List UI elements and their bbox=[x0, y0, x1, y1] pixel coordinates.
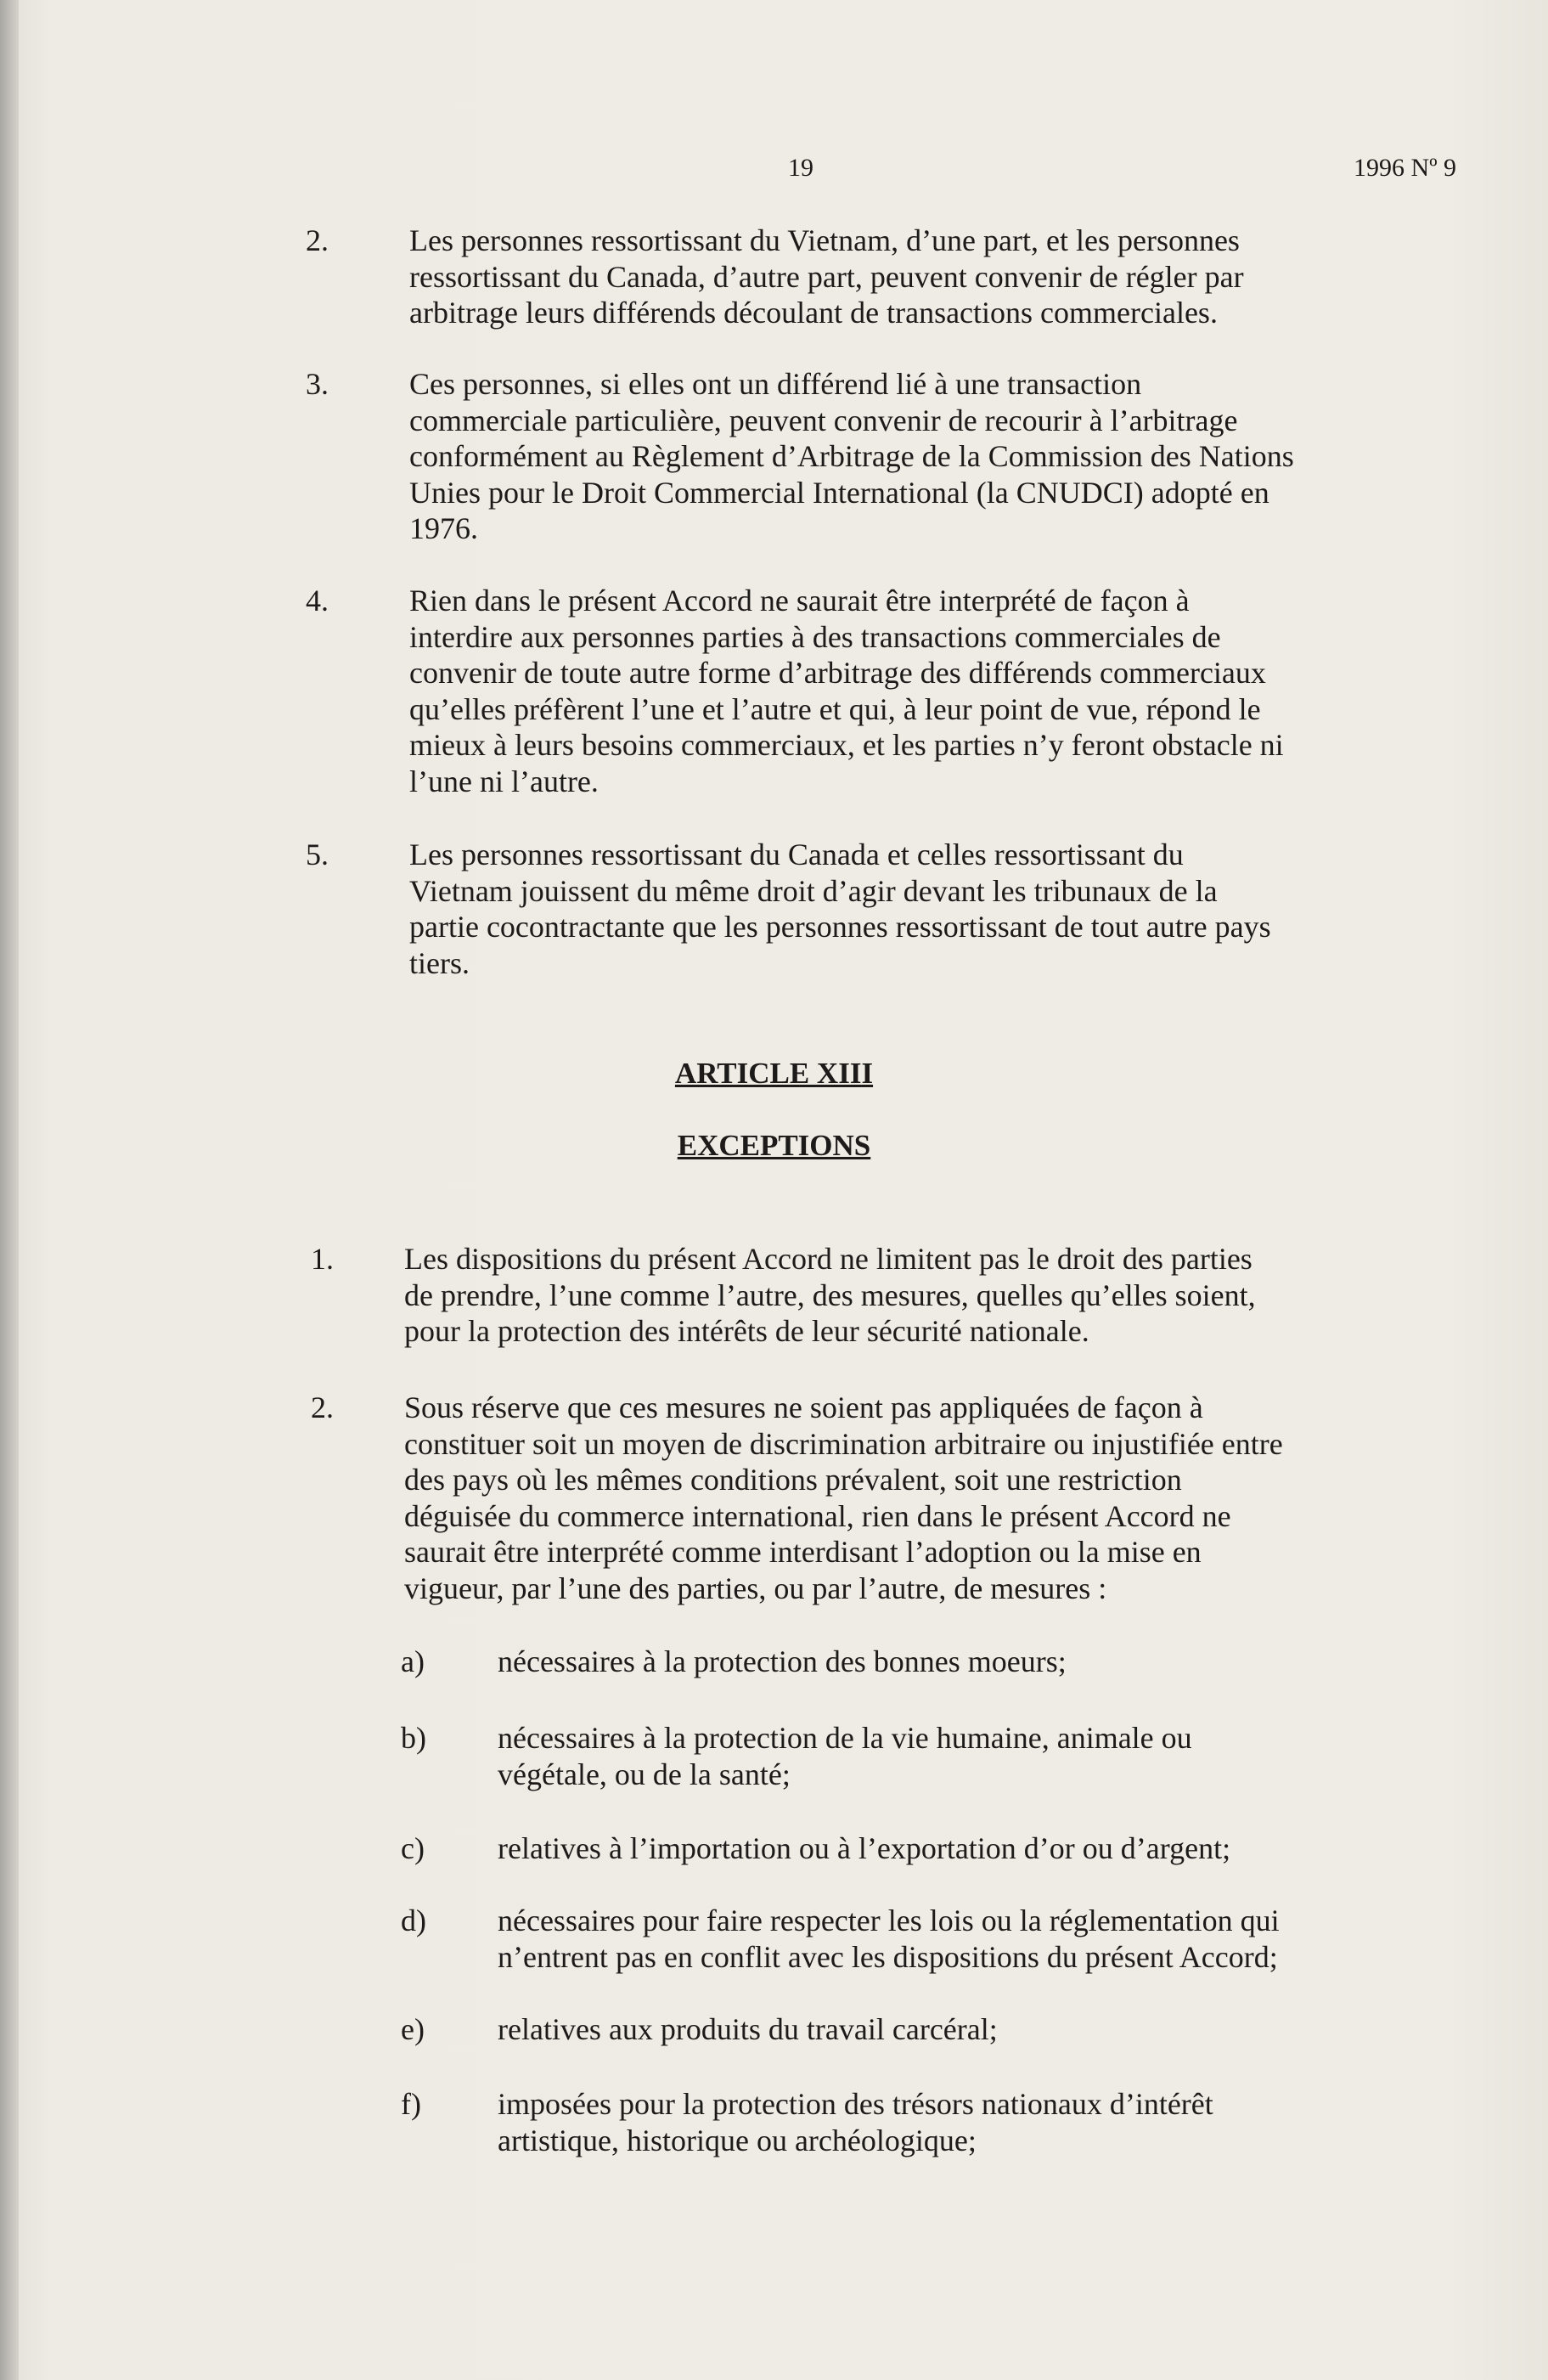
item-text bbox=[498, 2086, 1347, 2158]
section-title: EXCEPTIONS bbox=[677, 1129, 871, 1162]
text-line: qu’elles préfèrent l’une et l’autre et qui, à leur point de vue, répond le bbox=[409, 691, 1261, 726]
item-text bbox=[498, 1644, 1347, 1680]
text-line: imposées pour la protection des trésors nationaux d’intérêt bbox=[498, 2087, 1213, 2121]
text-line: artistique, historique ou archéologique; bbox=[498, 2123, 977, 2157]
text-line: nécessaires pour faire respecter les lois ou la réglementation qui bbox=[498, 1903, 1280, 1937]
item-label: d) bbox=[401, 1903, 426, 1937]
paragraph-number: 2. bbox=[306, 223, 329, 257]
text-line: pour la protection des intérêts de leur sécurité nationale. bbox=[404, 1314, 1089, 1348]
page-number: 19 bbox=[788, 154, 813, 182]
paragraph-number: 4. bbox=[306, 584, 329, 618]
paragraph-text bbox=[409, 366, 1331, 547]
text-line: relatives aux produits du travail carcéral; bbox=[498, 2012, 998, 2046]
article-title: ARTICLE XIII bbox=[674, 1057, 874, 1090]
text-line: 1976. bbox=[409, 511, 478, 545]
text-line: Les personnes ressortissant du Canada et celles ressortissant du bbox=[409, 838, 1184, 871]
text-line: partie cocontractante que les personnes ressortissant de tout autre pays bbox=[409, 910, 1271, 944]
text-line: déguisée du commerce international, rien dans le présent Accord ne bbox=[404, 1498, 1231, 1533]
text-line: vigueur, par l’une des parties, ou par l’autre, de mesures : bbox=[404, 1571, 1107, 1605]
paragraph-text bbox=[404, 1241, 1326, 1350]
item-text bbox=[498, 2011, 1347, 2048]
item-label: c) bbox=[401, 1831, 425, 1865]
paragraph-number: 1. bbox=[311, 1242, 334, 1276]
text-line: Ces personnes, si elles ont un différend lié à une transaction bbox=[409, 367, 1142, 401]
item-label: f) bbox=[401, 2087, 421, 2121]
paragraph-text bbox=[409, 223, 1331, 331]
text-line: interdire aux personnes parties à des transactions commerciales de bbox=[409, 619, 1221, 654]
text-line: tiers. bbox=[409, 945, 470, 980]
text-line: l’une ni l’autre. bbox=[409, 764, 599, 798]
item-label: b) bbox=[401, 1721, 426, 1755]
text-line: ressortissant du Canada, d’autre part, peuvent convenir de régler par bbox=[409, 259, 1244, 294]
paragraph-number: 5. bbox=[306, 838, 329, 871]
paragraph-text bbox=[409, 583, 1331, 799]
text-line: mieux à leurs besoins commerciaux, et les parties n’y feront obstacle ni bbox=[409, 728, 1284, 762]
text-line: de prendre, l’une comme l’autre, des mesures, quelles qu’elles soient, bbox=[404, 1277, 1256, 1312]
item-label: e) bbox=[401, 2012, 425, 2046]
text-line: Les dispositions du présent Accord ne limitent pas le droit des parties bbox=[404, 1242, 1252, 1276]
text-line: relatives à l’importation ou à l’exportation d’or ou d’argent; bbox=[498, 1831, 1231, 1865]
text-line: nécessaires à la protection des bonnes moeurs; bbox=[498, 1644, 1067, 1678]
text-line: commerciale particulière, peuvent convenir de recourir à l’arbitrage bbox=[409, 403, 1238, 437]
document-reference: 1996 Nº 9 bbox=[1354, 154, 1456, 182]
paragraph-text bbox=[404, 1390, 1326, 1606]
text-line: Rien dans le présent Accord ne saurait être interprété de façon à bbox=[409, 584, 1190, 618]
paragraph-number: 2. bbox=[311, 1390, 334, 1424]
text-line: convenir de toute autre forme d’arbitrage des différends commerciaux bbox=[409, 656, 1266, 690]
text-line: Les personnes ressortissant du Vietnam, d’une part, et les personnes bbox=[409, 223, 1240, 257]
page-binding-edge bbox=[0, 0, 19, 2380]
text-line: Unies pour le Droit Commercial International (la CNUDCI) adopté en bbox=[409, 475, 1269, 510]
text-line: n’entrent pas en conflit avec les dispositions du présent Accord; bbox=[498, 1939, 1278, 1974]
paragraph-text bbox=[409, 837, 1331, 981]
item-text bbox=[498, 1830, 1347, 1867]
text-line: Sous réserve que ces mesures ne soient pas appliquées de façon à bbox=[404, 1390, 1203, 1424]
text-line: Vietnam jouissent du même droit d’agir devant les tribunaux de la bbox=[409, 873, 1218, 908]
paragraph-number: 3. bbox=[306, 367, 329, 401]
item-text bbox=[498, 1720, 1347, 1792]
text-line: conformément au Règlement d’Arbitrage de la Commission des Nations bbox=[409, 439, 1294, 473]
text-line: nécessaires à la protection de la vie humaine, animale ou bbox=[498, 1721, 1192, 1755]
text-line: végétale, ou de la santé; bbox=[498, 1757, 791, 1791]
text-line: saurait être interprété comme interdisant l’adoption ou la mise en bbox=[404, 1535, 1202, 1569]
text-line: constituer soit un moyen de discrimination arbitraire ou injustifiée entre bbox=[404, 1426, 1283, 1461]
text-line: des pays où les mêmes conditions prévalent, soit une restriction bbox=[404, 1463, 1182, 1497]
item-label: a) bbox=[401, 1644, 425, 1678]
text-line: arbitrage leurs différends découlant de transactions commerciales. bbox=[409, 296, 1218, 330]
item-text bbox=[498, 1903, 1347, 1975]
